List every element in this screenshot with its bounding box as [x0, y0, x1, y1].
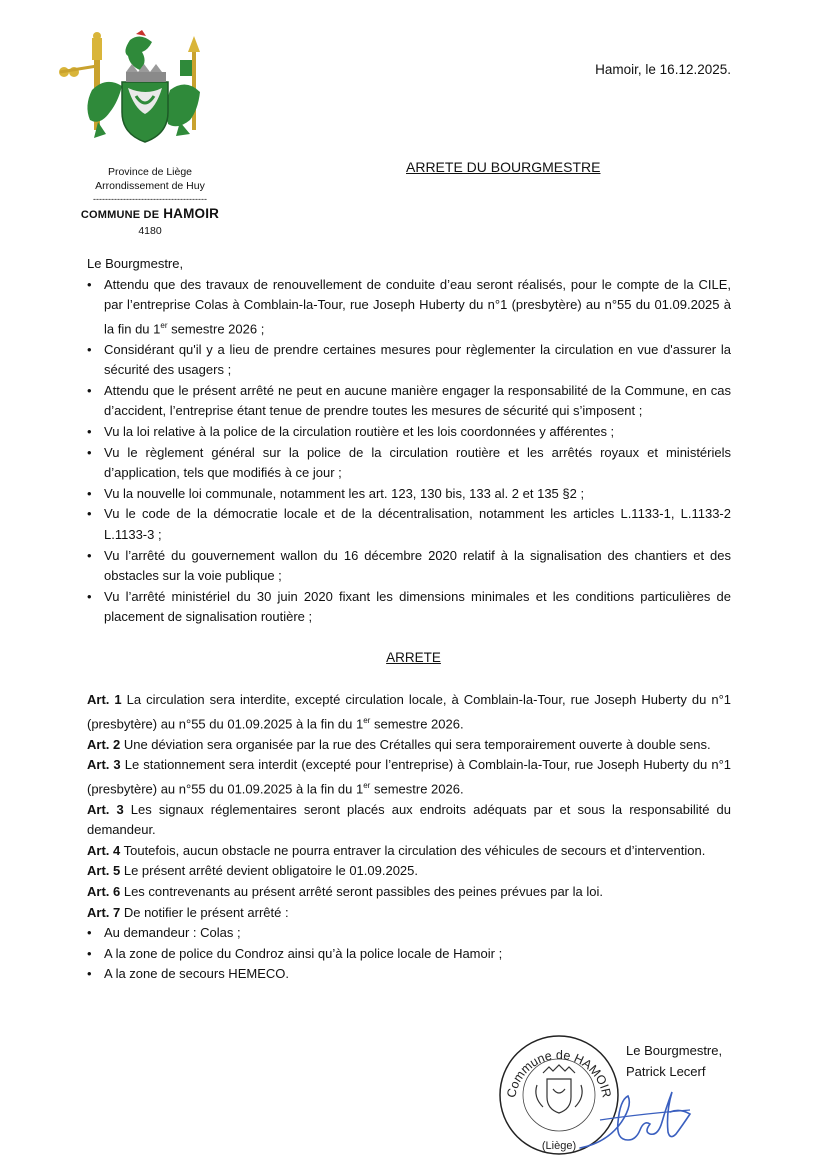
province-label: Province de Liège — [107, 166, 193, 178]
article-3b: Art. 3 Les signaux réglementaires seront placés aux endroits adéquats par et sous la responsabilité du demandeur. — [87, 801, 731, 838]
postal-code: 4180 — [138, 225, 162, 237]
seal-subtext: (Liège) — [541, 1140, 577, 1152]
list-item: • A la zone de police du Condroz ainsi qu’à la police locale de Hamoir ; — [87, 944, 731, 965]
separator-line: -------------------------------------- — [93, 194, 207, 204]
article-6: Art. 6 Les contrevenants au présent arrêté seront passibles des peines prévues par la loi. — [87, 884, 603, 899]
list-item: • Vu l’arrêté ministériel du 30 juin 2020 fixant les dimensions minimales et les conditions particulières de placement de signalisation routière ; — [87, 587, 731, 628]
list-item: • Vu la loi relative à la police de la circulation routière et les lois coordonnées y afférentes ; — [87, 422, 731, 443]
list-item: • Vu la nouvelle loi communale, notamment les art. 123, 130 bis, 133 al. 2 et 135 §2 ; — [87, 484, 731, 505]
list-item: • Considérant qu'il y a lieu de prendre certaines mesures pour règlementer la circulation en vue d'assurer la sécurité des usagers ; — [87, 340, 731, 381]
intro-line: Le Bourgmestre, — [87, 256, 184, 271]
considerants-block — [87, 254, 731, 628]
seal-text: Commune de HAMOIR — [504, 1047, 614, 1099]
article-2: Art. 2 Une déviation sera organisée par la rue des Crétalles qui sera temporairement ouverte à double sens. — [87, 736, 711, 752]
arrete-heading: ARRETE — [386, 650, 441, 665]
signatory-role: Le Bourgmestre, — [626, 1043, 723, 1058]
commune-prefix: COMMUNE DE — [80, 209, 160, 221]
date-line: Hamoir, le 16.12.2025. — [595, 62, 731, 77]
commune-title: HAMOIR — [163, 206, 220, 221]
article-7: Art. 7 De notifier le présent arrêté : — [87, 904, 289, 920]
coat-of-arms-logo — [52, 30, 212, 150]
articles-block — [87, 690, 731, 985]
article-3: Art. 3 Le stationnement sera interdit (excepté pour l’entreprise) à Comblain-la-Tour, rue Joseph Huberty du n°1 (presbytère) au n°55 du 01.09.2025 à la fin du 1er semestre 2026. — [87, 757, 731, 797]
signatory-name: Patrick Lecerf — [626, 1064, 706, 1079]
list-item: • Attendu que des travaux de renouvellement de conduite d’eau seront réalisés, pour le compte de la CILE, par l’entreprise Colas à Comblain-la-Tour, rue Joseph Huberty du n°1 (presbytère) au n°55 du 01.09.2025 à la fin du 1er semestre 2026 ; — [87, 275, 731, 340]
considerants-list — [87, 275, 731, 628]
shield-icon — [122, 64, 168, 142]
list-item: • Vu le code de la démocratie locale et de la décentralisation, notamment les articles L.1133-1, L.1133-2 L.1133-3 ; — [87, 504, 731, 545]
list-item: • Vu le règlement général sur la police de la circulation routière et les arrêtés royaux et ministériels d’application, tels que modifiés à ce jour ; — [87, 443, 731, 484]
article-1: Art. 1 La circulation sera interdite, excepté circulation locale, à Comblain-la-Tour, rue Joseph Huberty du n°1 (presbytère) au n°55 du 01.09.2025 à la fin du 1er semestre 2026. — [87, 692, 731, 731]
commune-name — [60, 206, 240, 221]
list-item: • Au demandeur : Colas ; — [87, 923, 731, 944]
list-item: • Vu l’arrêté du gouvernement wallon du 16 décembre 2020 relatif à la signalisation des chantiers et des obstacles sur la voie publique ; — [87, 546, 731, 587]
article-4: Art. 4 Toutefois, aucun obstacle ne pourra entraver la circulation des véhicules de secours et d’intervention. — [87, 842, 706, 858]
arrondissement-label: Arrondissement de Huy — [95, 180, 205, 192]
notifications-list — [87, 923, 731, 985]
document-title: ARRETE DU BOURGMESTRE — [406, 159, 601, 175]
signature-block — [626, 1040, 722, 1082]
article-5: Art. 5 Le présent arrêté devient obligatoire le 01.09.2025. — [87, 863, 418, 879]
list-item: • A la zone de secours HEMECO. — [87, 964, 731, 985]
list-item: • Attendu que le présent arrêté ne peut en aucune manière engager la responsabilité de la Commune, en cas d’accident, l’entreprise étant tenue de prendre toutes les mesures de sécurité qui s’imposent ; — [87, 381, 731, 422]
